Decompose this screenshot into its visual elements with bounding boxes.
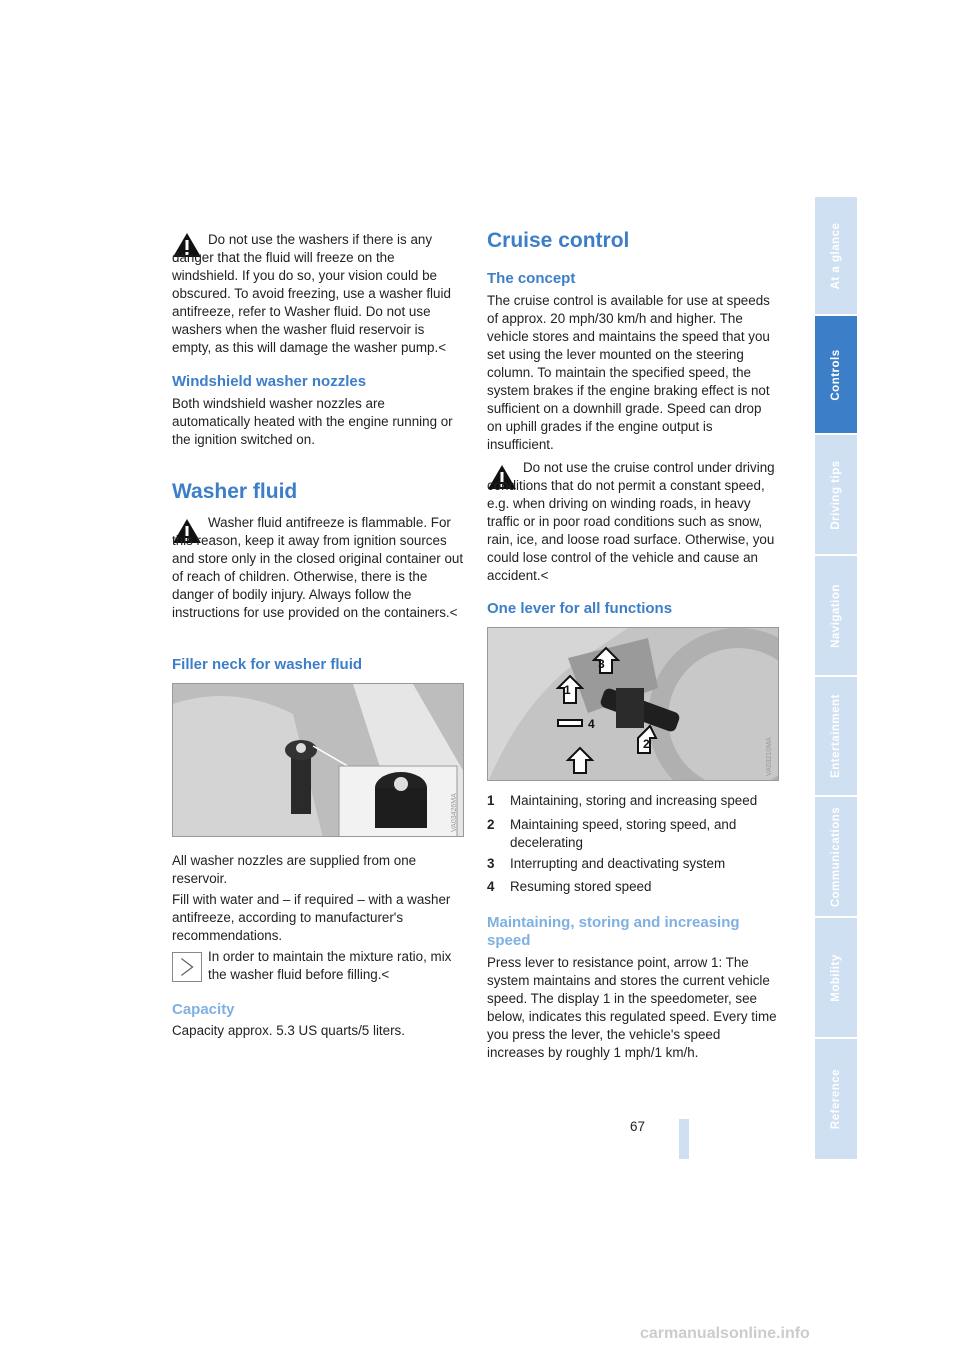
svg-text:1: 1 (564, 683, 571, 697)
list-number: 1 (487, 793, 495, 808)
list-text: Maintaining, storing and increasing speed (510, 793, 758, 808)
tab-navigation[interactable]: Navigation (815, 556, 857, 675)
filler-neck-photo (172, 683, 464, 837)
lever-photo (487, 627, 779, 781)
list-text: Resuming stored speed (510, 879, 652, 894)
photo-code: VA03426MA (451, 793, 458, 832)
svg-text:2: 2 (643, 737, 650, 751)
footer-watermark: carmanualsonline.info (640, 1325, 810, 1342)
supply-text: All washer nozzles are supplied from one reservoir. (172, 853, 417, 886)
note-icon (172, 952, 202, 982)
warning-text-cruise: Do not use the cruise control under driving conditions that do not permit a constant speed, e.g. when driving on winding roads, in heavy traffic or in poor road conditions such as snow, rain, ice, and loose road surface. Otherwise, you could lose control of the vehicle and cause an accident.< (487, 460, 775, 583)
list-item (487, 792, 779, 810)
list-item (487, 816, 779, 852)
photo-code: VA03210MA (766, 737, 773, 776)
heading-the-concept: The concept (487, 270, 576, 287)
heading-capacity: Capacity (172, 1001, 235, 1018)
page-number: 67 (630, 1119, 645, 1134)
heading-maintaining-speed: Maintaining, storing and increasing speed (487, 914, 740, 949)
list-number: 3 (487, 856, 495, 871)
fill-text: Fill with water and – if required – with a washer antifreeze, according to manufacturer's recommendations. (172, 892, 451, 943)
list-item (487, 878, 779, 896)
heading-one-lever: One lever for all functions (487, 600, 673, 617)
heading-filler-neck: Filler neck for washer fluid (172, 656, 363, 673)
warning-text-freeze: Do not use the washers if there is any danger that the fluid will freeze on the windshield. If you do so, your vision could be obscured. To avoid freezing, use a washer fluid antifreeze, refer to Washer fluid. Do not use washers when the washer fluid reservoir is empty, as this will damage the washer pump.< (172, 232, 451, 355)
list-number: 2 (487, 817, 495, 832)
maintain-text: Press lever to resistance point, arrow 1: The system maintains and stores the current vehicle speed. The display 1 in the speedometer, see below, indicates this regulated speed. Every time you press the lever, the vehicle's speed increases by roughly 1 mph/1 km/h. (487, 955, 777, 1060)
tab-communications[interactable]: Communications (815, 797, 857, 916)
page-marker-bar (679, 1119, 689, 1159)
nozzles-text: Both windshield washer nozzles are automatically heated with the engine running or the ignition switched on. (172, 396, 453, 447)
tab-entertainment[interactable]: Entertainment (815, 677, 857, 795)
warning-text-flammable: Washer fluid antifreeze is flammable. For this reason, keep it away from ignition sources and store only in the closed original container out of reach of children. Otherwise, there is the danger of bodily injury. Always follow the instructions for use provided on the containers.< (172, 515, 464, 620)
list-text: Maintaining speed, storing speed, and decelerating (510, 817, 737, 850)
svg-text:3: 3 (598, 657, 605, 671)
tab-at-a-glance[interactable]: At a glance (815, 197, 857, 314)
list-text: Interrupting and deactivating system (510, 856, 726, 871)
list-item (487, 855, 779, 873)
heading-washer-fluid: Washer fluid (172, 480, 298, 503)
note-text: In order to maintain the mixture ratio, mix the washer fluid before filling.< (208, 949, 452, 982)
tab-mobility[interactable]: Mobility (815, 918, 857, 1037)
heading-windshield-washer-nozzles: Windshield washer nozzles (172, 373, 367, 390)
capacity-text: Capacity approx. 5.3 US quarts/5 liters. (172, 1023, 405, 1038)
heading-cruise-control: Cruise control (487, 229, 630, 252)
tab-driving-tips[interactable]: Driving tips (815, 435, 857, 554)
concept-text: The cruise control is available for use at speeds of approx. 20 mph/30 km/h and higher. The vehicle stores and maintains the speed that you set using the lever mounted on the steering column. To maintain the specified speed, the system brakes if the engine braking effect is not sufficient on a downhill grade. Speed can drop on uphill grades if the engine output is insufficient. (487, 293, 770, 452)
tab-reference[interactable]: Reference (815, 1039, 857, 1159)
list-number: 4 (487, 879, 495, 894)
tab-controls[interactable]: Controls (815, 316, 857, 433)
svg-text:4: 4 (588, 717, 595, 731)
